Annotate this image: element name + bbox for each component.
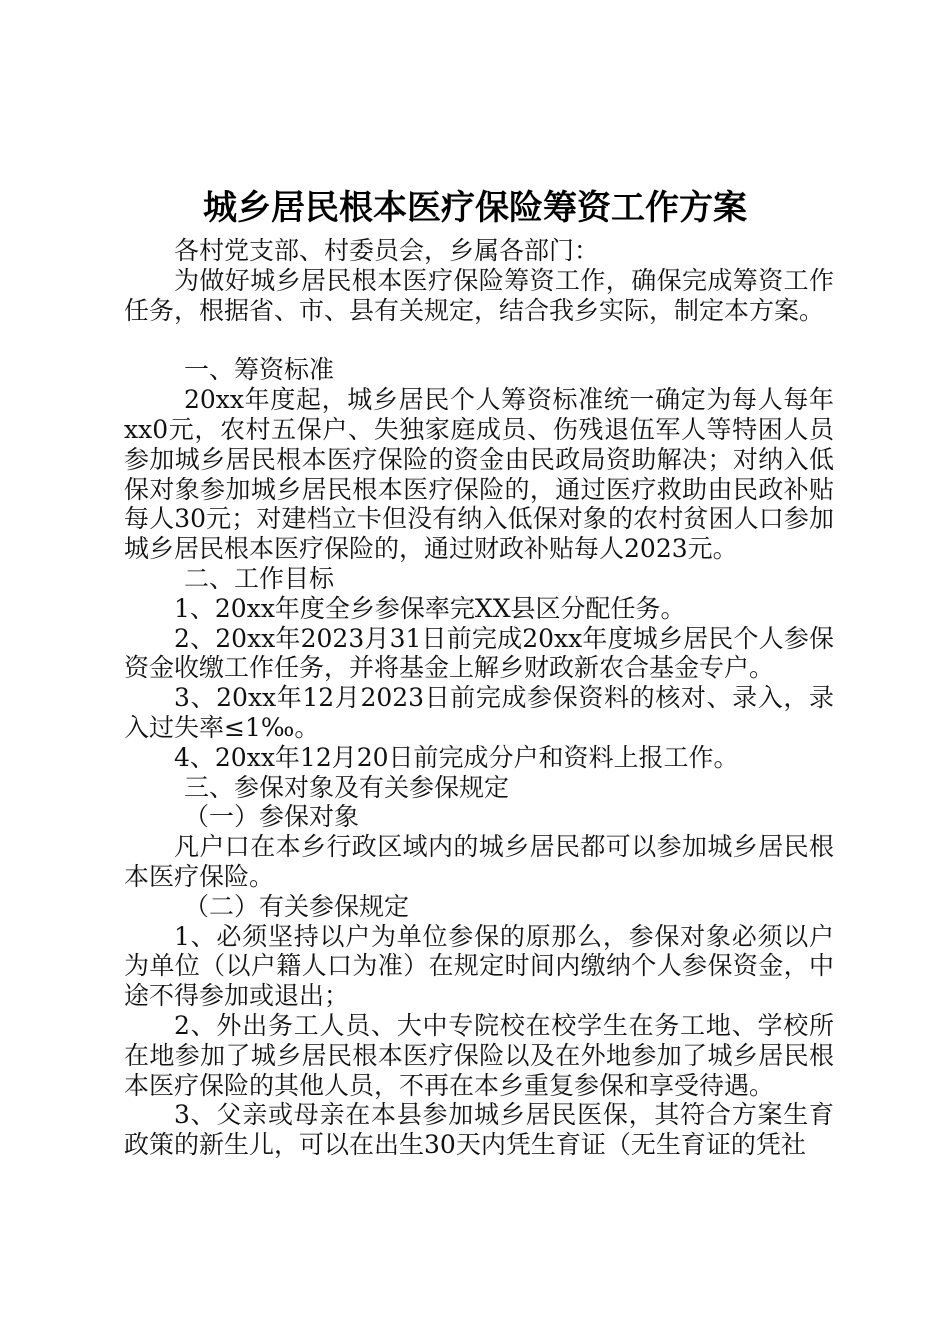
goal-item-4: 4、20xx年12月20日前完成分户和资料上报工作。 <box>174 742 739 772</box>
salutation: 各村党支部、村委员会，乡属各部门： <box>174 236 600 265</box>
section-2-heading: 二、工作目标 <box>184 563 335 593</box>
goal-item-2: 2、20xx年2023月31日前完成20xx年度城乡居民个人参保资金收缴工作任务，并将基金上解乡财政新农合基金专户。 <box>124 623 834 683</box>
document-title: 城乡居民根本医疗保险筹资工作方案 <box>203 188 747 228</box>
section-3-heading: 三、参保对象及有关参保规定 <box>184 772 510 802</box>
goal-item-3: 3、20xx年12月2023日前完成参保资料的核对、录入，录入过失率≤1‰。 <box>124 683 834 742</box>
goal-item-1: 1、20xx年度全乡参保率完XX县区分配任务。 <box>174 593 686 623</box>
rule-item-3: 3、父亲或母亲在本县参加城乡居民医保，其符合方案生育政策的新生儿，可以在出生30天内凭生育证（无生育证的凭社 <box>124 1100 834 1160</box>
rule-item-2: 2、外出务工人员、大中专院校在校学生在务工地、学校所在地参加了城乡居民根本医疗保险以及在外地参加了城乡居民根本医疗保险的其他人员，不再在本乡重复参保和享受待遇。 <box>124 1010 834 1100</box>
document-body <box>124 236 834 1160</box>
subsection-1-heading: （一）参保对象 <box>184 802 360 832</box>
paragraph-gap <box>124 325 834 355</box>
section-1-heading: 一、筹资标准 <box>184 355 335 385</box>
intro-paragraph: 为做好城乡居民根本医疗保险筹资工作，确保完成筹资工作任务，根据省、市、县有关规定，结合我乡实际，制定本方案。 <box>124 265 834 325</box>
section-1-body: 20xx年度起，城乡居民个人筹资标准统一确定为每人每年xx0元，农村五保户、失独家庭成员、伤残退伍军人等特困人员参加城乡居民根本医疗保险的资金由民政局资助解决；对纳入低保对象参加城乡居民根本医疗保险的，通过医疗救助由民政补贴每人30元；对建档立卡但没有纳入低保对象的农村贫困人口参加城乡居民根本医疗保险的，通过财政补贴每人2023元。 <box>124 385 834 564</box>
rule-item-1: 1、必须坚持以户为单位参保的原那么，参保对象必须以户为单位（以户籍人口为准）在规定时间内缴纳个人参保资金，中途不得参加或退出； <box>124 921 834 1011</box>
subsection-2-heading: （二）有关参保规定 <box>184 891 410 921</box>
subsection-1-body: 凡户口在本乡行政区域内的城乡居民都可以参加城乡居民根本医疗保险。 <box>124 832 834 891</box>
